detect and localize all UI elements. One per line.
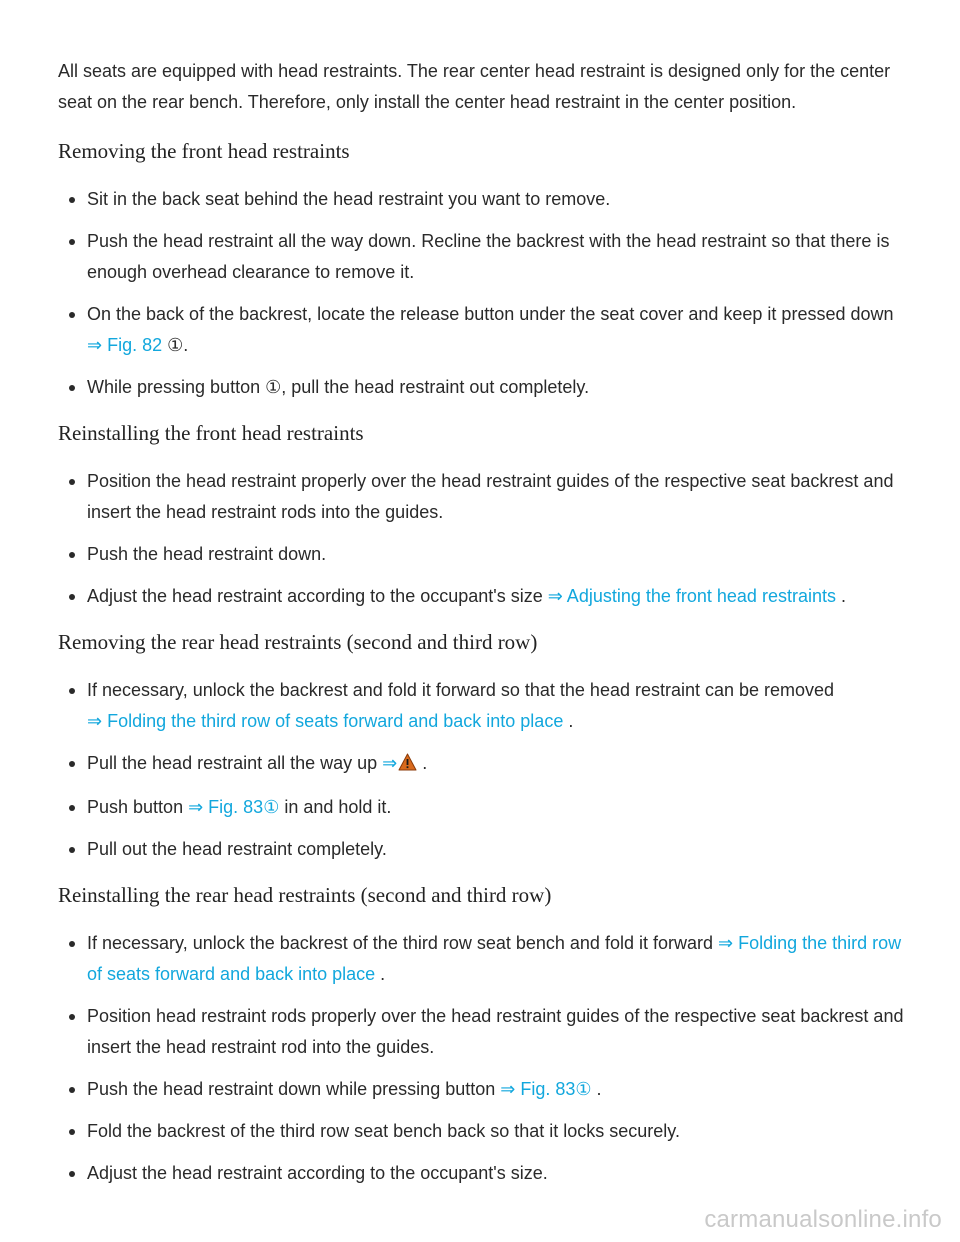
step-text: Pull out the head restraint completely.: [87, 839, 387, 859]
step-text: Sit in the back seat behind the head restraint you want to remove.: [87, 189, 611, 209]
step-text: Push the head restraint down.: [87, 544, 327, 564]
list-item: [58, 1116, 908, 1147]
step-text: On the back of the backrest, locate the release button under the seat cover and keep it pressed down: [87, 304, 894, 324]
step-text: Push the head restraint down while pressing button: [87, 1079, 501, 1099]
step-text: Adjust the head restraint according to the occupant's size.: [87, 1163, 548, 1183]
step-text: Push the head restraint all the way down. Recline the backrest with the head restraint so that there is enough overhead clearance to remove it.: [87, 231, 890, 282]
list-item: [58, 299, 908, 361]
step-text: Adjust the head restraint according to the occupant's size: [87, 586, 548, 606]
intro-paragraph: All seats are equipped with head restraints. The rear center head restraint is designed only for the center seat on the rear bench. Therefore, only install the center head restraint in the center position.: [58, 61, 891, 112]
list-item: [58, 184, 908, 215]
arrow-text: ⇒: [382, 753, 398, 773]
list-item: [58, 748, 908, 781]
steps-remove-front: [58, 184, 908, 403]
steps-reinstall-rear: [58, 928, 908, 1189]
heading-reinstall-rear: Reinstalling the rear head restraints (second and third row): [58, 883, 552, 907]
step-text: If necessary, unlock the backrest of the third row seat bench and fold it forward: [87, 933, 718, 953]
list-item: [58, 928, 908, 990]
step-text: Push button: [87, 797, 189, 817]
watermark-text: carmanualsonline.info: [704, 1206, 942, 1233]
manual-page: [58, 56, 908, 1206]
heading-remove-rear: Removing the rear head restraints (second and third row): [58, 630, 538, 654]
list-item: [58, 466, 908, 528]
step-text: Position head restraint rods properly over the head restraint guides of the respective seat backrest and insert the head restraint rod into the guides.: [87, 1006, 904, 1057]
heading-reinstall-front: Reinstalling the front head restraints: [58, 421, 364, 445]
fig-83-link[interactable]: ⇒ Fig. 83①: [188, 797, 280, 817]
list-item: [58, 1074, 908, 1105]
list-item: [58, 226, 908, 288]
fig-82-link[interactable]: ⇒ Fig. 82: [87, 335, 163, 355]
adjusting-front-head-restraints-link[interactable]: ⇒ Adjusting the front head restraints: [547, 586, 836, 606]
warning-triangle-icon: [398, 750, 417, 781]
steps-remove-rear: [58, 675, 908, 865]
heading-remove-front: Removing the front head restraints: [58, 139, 350, 163]
step-text: in and hold it.: [279, 797, 392, 817]
folding-third-row-link[interactable]: ⇒ Folding the third row of seats forward and back into place: [87, 711, 564, 731]
step-text: .: [835, 586, 846, 606]
step-text: Pull the head restraint all the way up: [87, 753, 383, 773]
step-text: ①.: [162, 335, 189, 355]
step-text: .: [591, 1079, 602, 1099]
step-text: While pressing button ①, pull the head restraint out completely.: [87, 377, 590, 397]
fig-83-link[interactable]: ⇒ Fig. 83①: [500, 1079, 592, 1099]
step-text: .: [563, 711, 574, 731]
steps-reinstall-front: [58, 466, 908, 612]
folding-third-row-link[interactable]: ⇒ Folding the third row of seats forward and back into place: [87, 933, 902, 984]
warning-link[interactable]: [382, 753, 417, 773]
step-text: .: [417, 753, 428, 773]
step-text: .: [375, 964, 386, 984]
list-item: [58, 581, 908, 612]
list-item: [58, 372, 908, 403]
list-item: [58, 539, 908, 570]
list-item: [58, 792, 908, 823]
list-item: [58, 1001, 908, 1063]
list-item: [58, 1158, 908, 1189]
step-text: Position the head restraint properly over the head restraint guides of the respective seat backrest and insert the head restraint rods into the guides.: [87, 471, 894, 522]
list-item: [58, 675, 908, 737]
step-text: Fold the backrest of the third row seat bench back so that it locks securely.: [87, 1121, 680, 1141]
list-item: [58, 834, 908, 865]
step-text: If necessary, unlock the backrest and fold it forward so that the head restraint can be removed: [87, 680, 835, 700]
